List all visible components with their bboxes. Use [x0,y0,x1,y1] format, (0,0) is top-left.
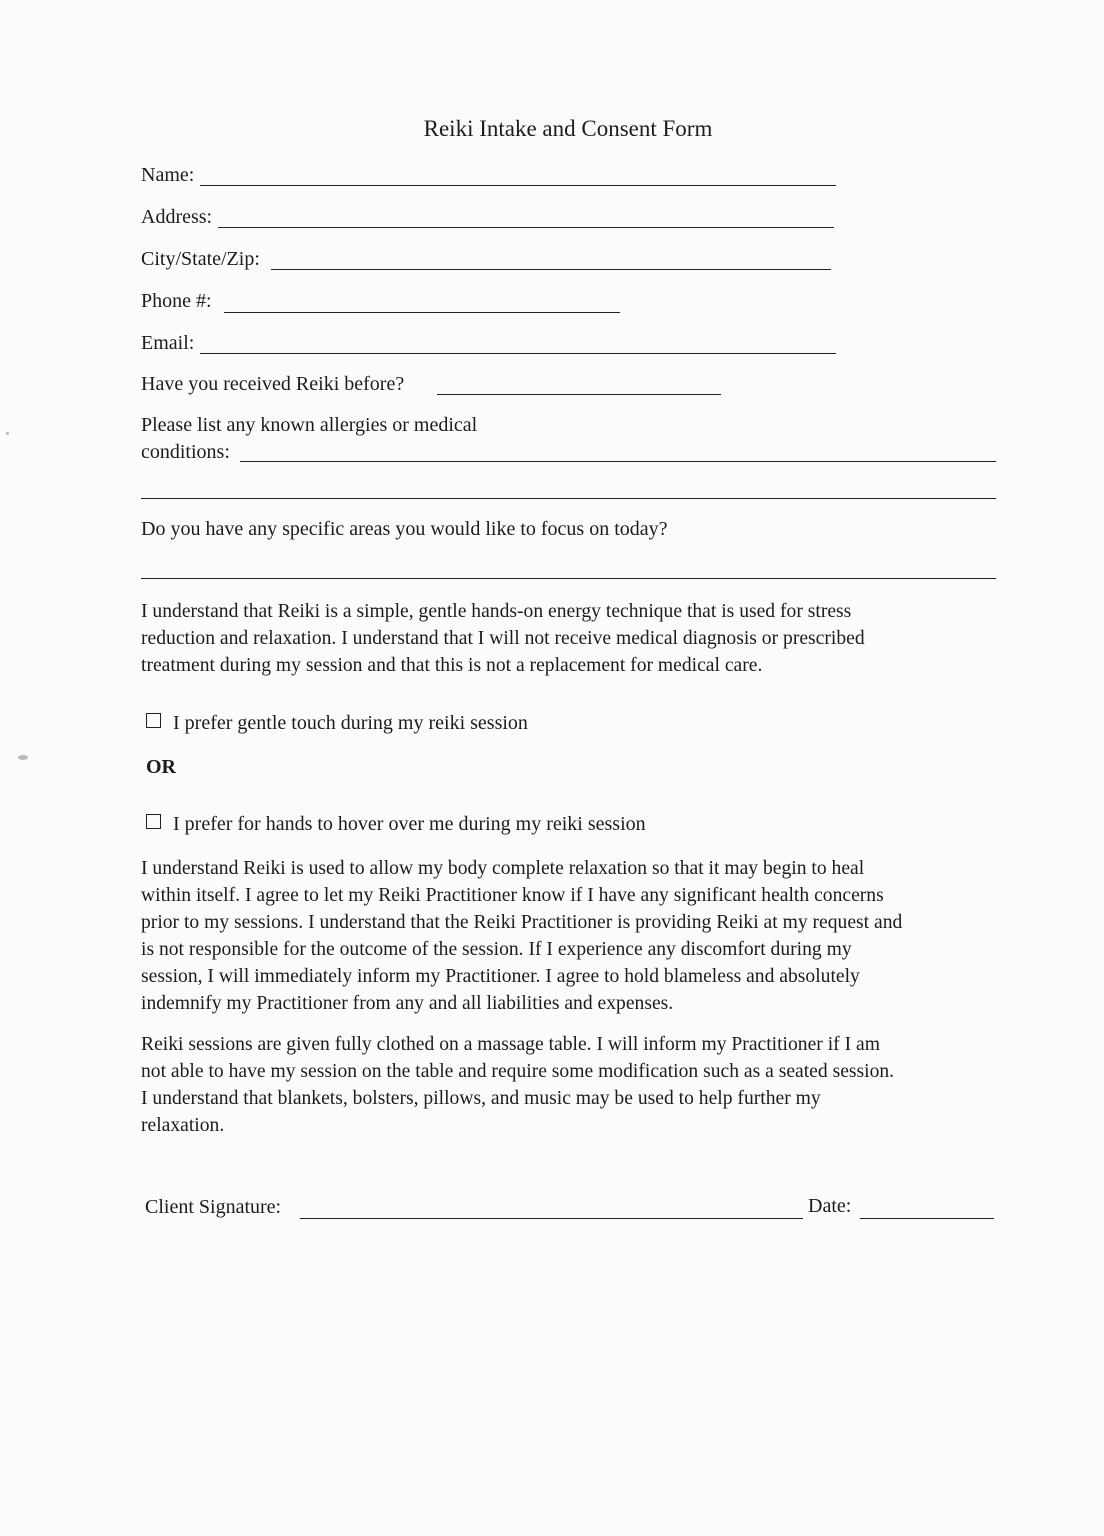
name-label: Name: [141,164,195,186]
email-field[interactable] [200,353,836,354]
paragraph-line: session, I will immediately inform my Practitioner. I agree to hold blameless and absolutely [141,966,860,987]
paragraph-line: I understand that Reiki is a simple, gentle hands-on energy technique that is used for stress [141,601,852,622]
city-state-zip-field[interactable] [271,269,831,270]
email-label: Email: [141,332,195,354]
client-signature-field[interactable] [300,1218,803,1219]
hover-label: I prefer for hands to hover over me during my reiki session [173,813,646,835]
allergies-field-extra-line[interactable] [141,498,996,499]
name-field[interactable] [200,185,836,186]
allergies-field[interactable] [240,461,996,462]
paragraph-line: treatment during my session and that this is not a replacement for medical care. [141,655,763,676]
address-label: Address: [141,206,213,228]
focus-areas-label: Do you have any specific areas you would like to focus on today? [141,518,668,540]
address-field[interactable] [218,227,834,228]
paragraph-line: reduction and relaxation. I understand that I will not receive medical diagnosis or prescribed [141,628,865,649]
reiki-before-label: Have you received Reiki before? [141,373,405,395]
gentle-touch-label: I prefer gentle touch during my reiki session [173,712,528,734]
gentle-touch-checkbox[interactable] [146,713,161,728]
client-signature-label: Client Signature: [145,1196,282,1218]
hover-option[interactable] [146,813,646,836]
focus-areas-field[interactable] [141,578,996,579]
consent-paragraph-1 [141,598,1011,679]
city-state-zip-label: City/State/Zip: [141,248,260,270]
paragraph-line: I understand Reiki is used to allow my body complete relaxation so that it may begin to heal [141,858,865,879]
paragraph-line: Reiki sessions are given fully clothed on a massage table. I will inform my Practitioner if I am [141,1034,880,1055]
allergies-label-line1: Please list any known allergies or medical [141,414,478,436]
hover-checkbox[interactable] [146,814,161,829]
paragraph-line: relaxation. [141,1115,225,1136]
scan-speck [18,755,28,760]
consent-paragraph-2 [141,855,1011,1017]
allergies-label-line2: conditions: [141,441,230,463]
form-title: Reiki Intake and Consent Form [423,116,713,141]
paragraph-line: indemnify my Practitioner from any and all liabilities and expenses. [141,993,674,1014]
consent-paragraph-3 [141,1031,1011,1139]
or-label: OR [146,756,176,778]
phone-label: Phone #: [141,290,212,312]
scan-speck [6,432,9,435]
paragraph-line: within itself. I agree to let my Reiki Practitioner know if I have any significant health concerns [141,885,884,906]
date-label: Date: [808,1195,852,1217]
paragraph-line: prior to my sessions. I understand that the Reiki Practitioner is providing Reiki at my request and [141,912,903,933]
date-field[interactable] [860,1218,994,1219]
gentle-touch-option[interactable] [146,712,528,735]
phone-field[interactable] [224,312,620,313]
paragraph-line: not able to have my session on the table and require some modification such as a seated session. [141,1061,895,1082]
reiki-before-field[interactable] [437,394,721,395]
paragraph-line: is not responsible for the outcome of the session. If I experience any discomfort during my [141,939,852,960]
paragraph-line: I understand that blankets, bolsters, pillows, and music may be used to help further my [141,1088,821,1109]
